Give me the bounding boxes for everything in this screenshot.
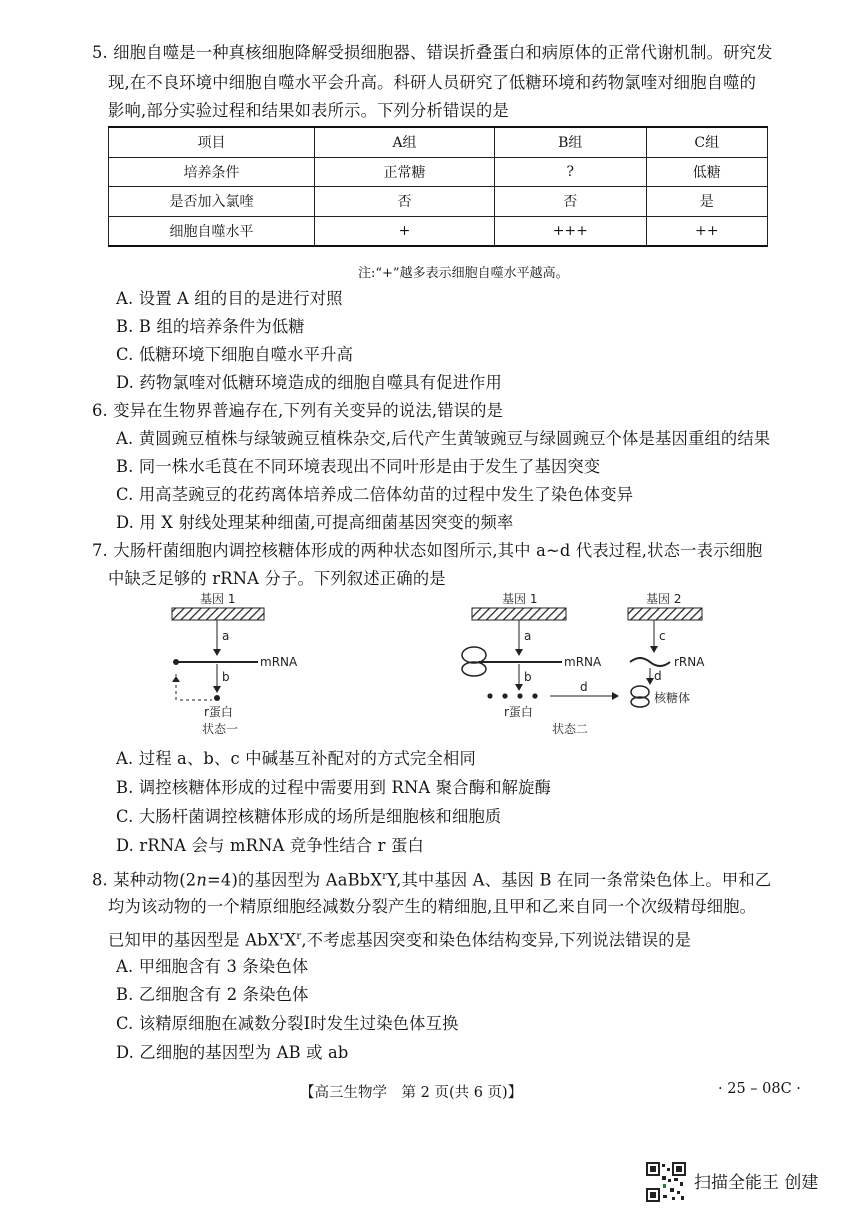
state2-ribosome-icon xyxy=(631,686,649,707)
q8-line3-part-b: X xyxy=(284,930,297,950)
table-row xyxy=(109,216,768,246)
table-header-row xyxy=(109,127,768,157)
table-header-cell: C组 xyxy=(646,127,767,157)
state2-gene2-bar xyxy=(628,608,702,620)
q8-option-d: D. 乙细胞的基因型为 AB 或 ab xyxy=(116,1043,349,1062)
state2-rrna-strand xyxy=(630,658,670,666)
q8-line1-part-a: 8. 某种动物(2 xyxy=(92,870,197,890)
q5-data-table xyxy=(108,126,768,247)
state1-rprotein-dot xyxy=(173,659,179,665)
q8-option-a: A. 甲细胞含有 3 条染色体 xyxy=(116,957,309,976)
state1-process-a-label: a xyxy=(222,629,230,643)
table-cell: 细胞自噬水平 xyxy=(109,216,315,246)
state1-rprotein-product xyxy=(214,695,220,701)
q5-stem-line-3: 影响,部分实验过程和结果如表所示。下列分析错误的是 xyxy=(108,101,509,120)
table-header-cell: B组 xyxy=(495,127,647,157)
state2-ribosome-label: 核糖体 xyxy=(654,691,691,705)
state2-gene2-label: 基因 2 xyxy=(646,592,682,606)
q7-option-d: D. rRNA 会与 mRNA 竞争性结合 r 蛋白 xyxy=(116,836,424,855)
q6-option-c: C. 用高茎豌豆的花药离体培养成二倍体幼苗的过程中发生了染色体变异 xyxy=(116,485,634,504)
table-cell: ? xyxy=(495,157,647,187)
q8-line1-part-b: =4)的基因型为 AaBbX xyxy=(207,870,383,890)
q7-stem-line-2: 中缺乏足够的 rRNA 分子。下列叙述正确的是 xyxy=(108,569,446,588)
q7-option-b: B. 调控核糖体形成的过程中需要用到 RNA 聚合酶和解旋酶 xyxy=(116,778,552,797)
table-cell: 否 xyxy=(315,187,495,217)
state2-ribosome-on-mrna xyxy=(462,647,486,676)
q8-option-b: B. 乙细胞含有 2 条染色体 xyxy=(116,985,309,1004)
table-header-cell: 项目 xyxy=(109,127,315,157)
table-cell: 是 xyxy=(646,187,767,217)
q5-stem-line-2: 现,在不良环境中细胞自噬水平会升高。科研人员研究了低糖环境和药物氯喹对细胞自噬的 xyxy=(108,73,757,92)
q8-line1-n: n xyxy=(196,870,208,890)
q5-option-c: C. 低糖环境下细胞自噬水平升高 xyxy=(116,345,354,364)
state2-gene1-label: 基因 1 xyxy=(502,592,538,606)
q8-stem-line-1 xyxy=(92,866,771,891)
q6-option-a: A. 黄圆豌豆植株与绿皱豌豆植株杂交,后代产生黄皱豌豆与绿圆豌豆个体是基因重组的结果 xyxy=(116,429,771,448)
q6-option-b: B. 同一株水毛茛在不同环境表现出不同叶形是由于发生了基因突变 xyxy=(116,457,601,476)
state1-process-b-label: b xyxy=(222,670,230,684)
state1-caption: 状态一 xyxy=(202,722,239,736)
table-row xyxy=(109,157,768,187)
state2-gene1-bar xyxy=(472,608,566,620)
table-cell: 否 xyxy=(495,187,647,217)
q8-stem-line-2: 均为该动物的一个精原细胞经减数分裂产生的精细胞,且甲和乙来自同一个次级精母细胞。 xyxy=(108,897,757,916)
q7-stem-line-1: 7. 大肠杆菌细胞内调控核糖体形成的两种状态如图所示,其中 a~d 代表过程,状态一表示细胞 xyxy=(92,541,763,560)
q5-option-b: B. B 组的培养条件为低糖 xyxy=(116,317,305,336)
q5-option-d: D. 药物氯喹对低糖环境造成的细胞自噬具有促进作用 xyxy=(116,373,503,392)
q8-line1-part-c: Y,其中基因 A、基因 B 在同一条常染色体上。甲和乙 xyxy=(387,870,772,890)
state2-process-a-label: a xyxy=(524,629,532,643)
table-cell: 低糖 xyxy=(646,157,767,187)
q7-ribosome-regulation-diagram xyxy=(140,592,740,742)
table-cell: + xyxy=(315,216,495,246)
table-cell: 正常糖 xyxy=(315,157,495,187)
state1-gene1-bar xyxy=(172,608,264,620)
q8-option-c: C. 该精原细胞在减数分裂Ⅰ时发生过染色体互换 xyxy=(116,1014,459,1033)
page-footer: 【高三生物学 第 2 页(共 6 页)】 xyxy=(300,1085,523,1101)
page-code: · 25 – 08C · xyxy=(718,1081,801,1097)
table-row xyxy=(109,187,768,217)
q6-option-d: D. 用 X 射线处理某种细菌,可提高细菌基因突变的频率 xyxy=(116,513,514,532)
state1-rprotein-label: r蛋白 xyxy=(204,705,233,719)
table-cell: 培养条件 xyxy=(109,157,315,187)
state2-rprotein-label: r蛋白 xyxy=(504,705,533,719)
q8-line3-part-c: ,不考虑基因突变和染色体结构变异,下列说法错误的是 xyxy=(301,930,692,950)
table-cell: ++ xyxy=(646,216,767,246)
q5-option-a: A. 设置 A 组的目的是进行对照 xyxy=(116,289,343,308)
q7-option-a: A. 过程 a、b、c 中碱基互补配对的方式完全相同 xyxy=(116,749,476,768)
q5-table-note: 注:“+”越多表示细胞自噬水平越高。 xyxy=(358,266,569,281)
state2-rrna-label: rRNA xyxy=(674,655,705,669)
state2-mrna-label: mRNA xyxy=(564,655,602,669)
state1-mrna-label: mRNA xyxy=(260,655,298,669)
table-cell: 是否加入氯喹 xyxy=(109,187,315,217)
state2-process-c-label: c xyxy=(659,629,666,643)
state2-process-d2-label: d xyxy=(654,669,662,683)
q6-stem: 6. 变异在生物界普遍存在,下列有关变异的说法,错误的是 xyxy=(92,401,504,420)
q8-line3-part-a: 已知甲的基因型是 AbX xyxy=(108,930,280,950)
q8-stem-line-3 xyxy=(108,926,691,951)
state2-caption: 状态二 xyxy=(552,722,589,736)
table-cell: +++ xyxy=(495,216,647,246)
q8-line3-sup2: r xyxy=(296,931,302,942)
q8-line3-sup1: r xyxy=(279,931,285,942)
q7-option-c: C. 大肠杆菌调控核糖体形成的场所是细胞核和细胞质 xyxy=(116,807,502,826)
table-header-cell: A组 xyxy=(315,127,495,157)
q8-line1-sup: r xyxy=(382,871,388,882)
scanner-watermark: 扫描全能王 创建 xyxy=(694,1173,819,1193)
qr-code-icon xyxy=(646,1162,686,1202)
state1-gene1-label: 基因 1 xyxy=(200,592,236,606)
q5-stem-line-1: 5. 细胞自噬是一种真核细胞降解受损细胞器、错误折叠蛋白和病原体的正常代谢机制。研究发 xyxy=(92,43,773,62)
state2-process-b-label: b xyxy=(524,670,532,684)
state2-rprotein-dots xyxy=(487,693,537,698)
state1-feedback-arrowhead xyxy=(172,676,180,682)
state2-process-d-label: d xyxy=(580,680,588,694)
